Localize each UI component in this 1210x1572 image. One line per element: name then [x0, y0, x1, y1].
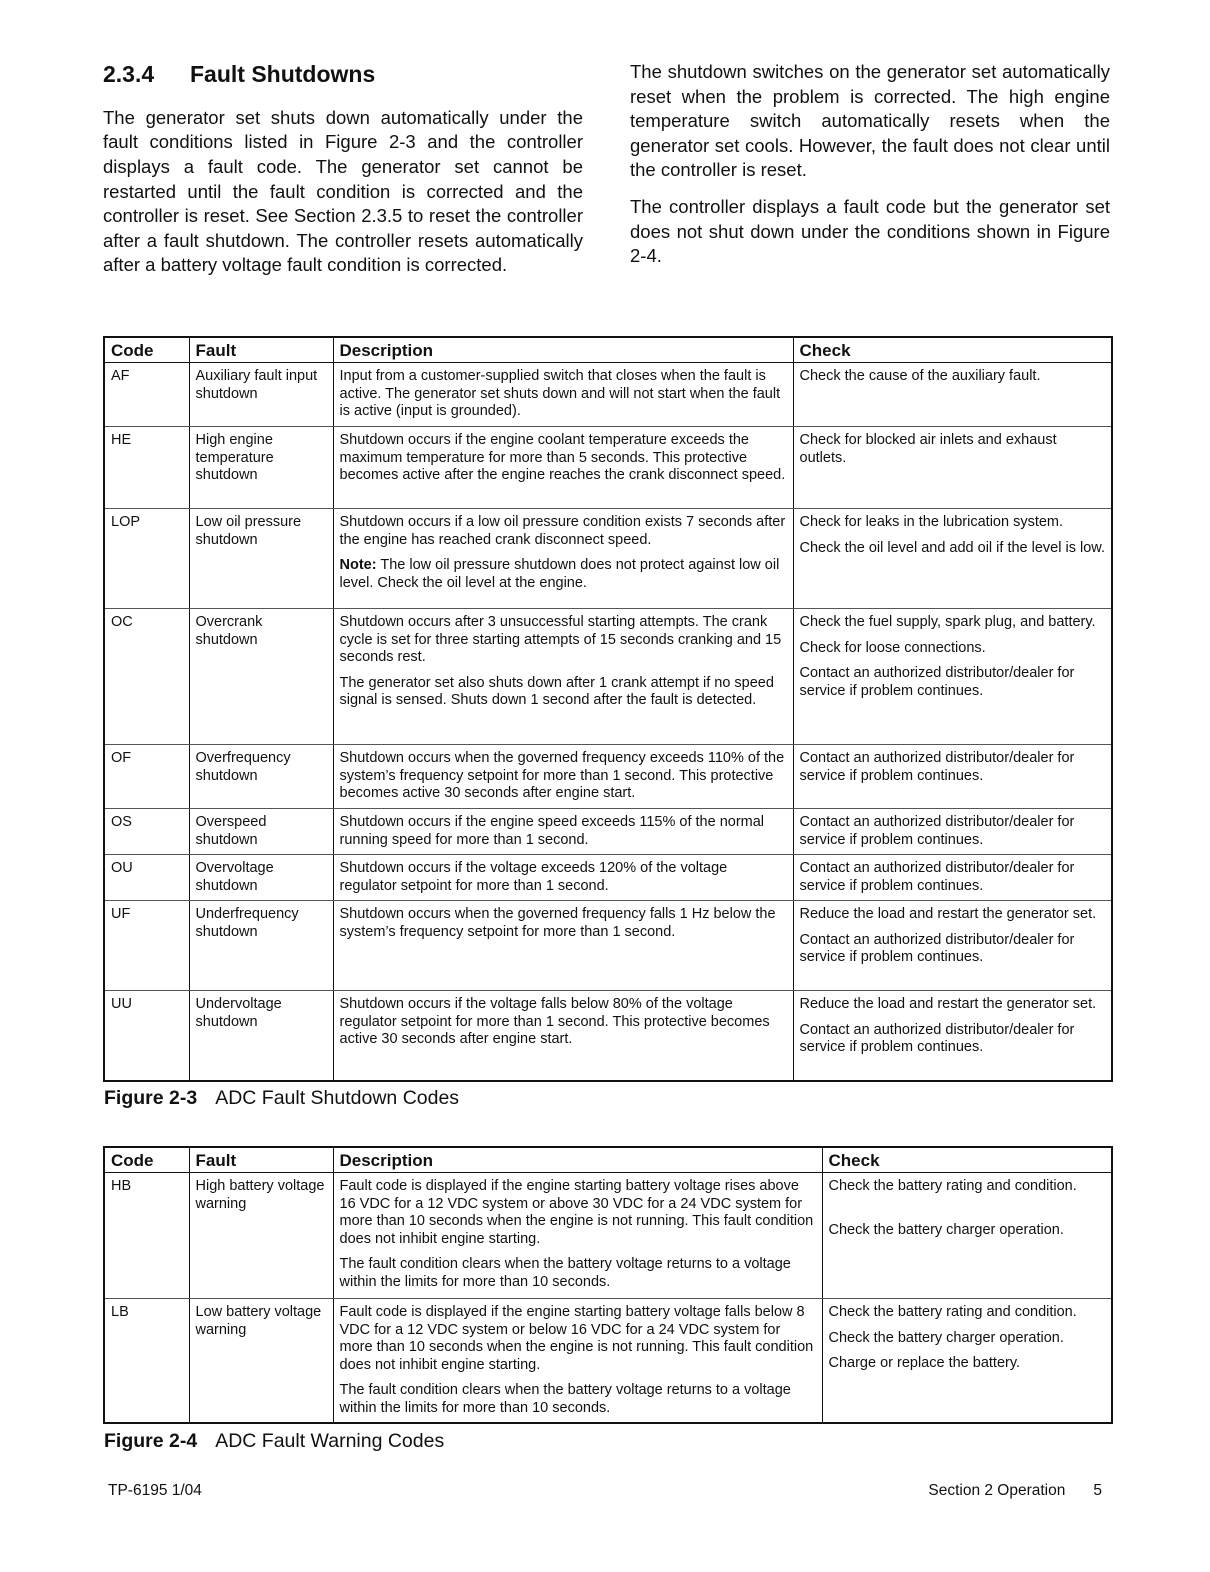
code-cell: UF — [104, 901, 189, 991]
description-cell — [333, 855, 793, 901]
check-text: Check for blocked air inlets and exhaust outlets. — [799, 432, 1057, 466]
table-header-row — [104, 337, 1112, 363]
fault-cell: Low battery voltage warning — [189, 1299, 333, 1423]
table-row — [104, 745, 1112, 809]
table-row — [104, 609, 1112, 745]
description-cell — [333, 509, 793, 609]
header-description: Description — [333, 1147, 822, 1173]
intro-right-column — [630, 60, 1110, 269]
figure-title: ADC Fault Warning Codes — [215, 1430, 445, 1452]
description-text: Shutdown occurs when the governed frequency falls 1 Hz below the system’s frequency setpoint for more than 1 second. — [339, 906, 776, 940]
fault-warning-table — [103, 1146, 1113, 1424]
check-text: Check the cause of the auxiliary fault. — [799, 368, 1041, 384]
description-text: Input from a customer-supplied switch that closes when the fault is active. The generator set shuts down and will not start when the fault is active (input is grounded). — [339, 368, 781, 420]
check-text: Contact an authorized distributor/dealer for service if problem continues. — [799, 665, 1075, 699]
description-text: Shutdown occurs if the engine coolant temperature exceeds the maximum temperature for more than 5 seconds. This protective becomes active after the engine reaches the crank disconnect speed. — [339, 432, 786, 484]
fault-cell: High engine temperature shutdown — [189, 427, 333, 509]
description-text: The generator set also shuts down after 1 crank attempt if no speed signal is sensed. Shuts down 1 second after the fault is detected. — [339, 674, 774, 709]
note-label: Note: — [339, 557, 377, 574]
check-text: Contact an authorized distributor/dealer for service if problem continues. — [799, 931, 1075, 966]
table-row — [104, 855, 1112, 901]
table-row — [104, 1173, 1112, 1299]
code-cell: OS — [104, 809, 189, 855]
check-cell — [793, 901, 1112, 991]
check-text: Reduce the load and restart the generator set. — [799, 906, 1097, 922]
table-row — [104, 363, 1112, 427]
header-fault: Fault — [189, 1147, 333, 1173]
code-cell: LB — [104, 1299, 189, 1423]
check-text: Check for loose connections. — [799, 639, 986, 656]
header-check: Check — [822, 1147, 1112, 1173]
description-cell — [333, 1299, 822, 1423]
check-text: Check the battery rating and condition. — [828, 1304, 1077, 1320]
figure-caption — [104, 1430, 444, 1453]
section-heading — [103, 60, 583, 90]
check-cell — [793, 855, 1112, 901]
check-cell — [793, 609, 1112, 745]
code-cell: AF — [104, 363, 189, 427]
page-number: 5 — [1093, 1482, 1102, 1499]
note-paragraph — [340, 557, 787, 592]
description-text: Shutdown occurs if the engine speed exceeds 115% of the normal running speed for more than 1 second. — [339, 814, 765, 848]
figure-label: Figure 2-3 — [104, 1087, 198, 1109]
fault-shutdown-table — [103, 336, 1113, 1082]
code-cell: HB — [104, 1173, 189, 1299]
description-text: Shutdown occurs if a low oil pressure condition exists 7 seconds after the engine has reached crank disconnect speed. — [339, 514, 786, 548]
check-cell — [793, 745, 1112, 809]
code-cell: OU — [104, 855, 189, 901]
check-text: Check the battery rating and condition. — [828, 1178, 1077, 1194]
check-cell — [793, 427, 1112, 509]
footer-section: Section 2 Operation — [928, 1482, 1066, 1499]
code-cell: LOP — [104, 509, 189, 609]
description-cell — [333, 809, 793, 855]
check-text: Contact an authorized distributor/dealer for service if problem continues. — [799, 750, 1075, 784]
header-description: Description — [333, 337, 793, 363]
check-text: Contact an authorized distributor/dealer for service if problem continues. — [799, 814, 1075, 848]
footer-doc-id: TP-6195 1/04 — [108, 1482, 202, 1499]
description-cell — [333, 427, 793, 509]
check-text: Check the oil level and add oil if the level is low. — [799, 539, 1105, 556]
check-text: Reduce the load and restart the generator set. — [799, 996, 1097, 1012]
note-text: The low oil pressure shutdown does not protect against low oil level. Check the oil level at the engine. — [339, 557, 780, 591]
footer-right — [928, 1482, 1102, 1500]
fault-cell: Overfrequency shutdown — [189, 745, 333, 809]
fault-cell: Underfrequency shutdown — [189, 901, 333, 991]
table-row — [104, 427, 1112, 509]
intro-section — [103, 60, 1110, 322]
check-text: Check the battery charger operation. — [828, 1329, 1064, 1346]
check-cell — [793, 509, 1112, 609]
fault-cell: Undervoltage shutdown — [189, 991, 333, 1081]
check-text: Charge or replace the battery. — [828, 1355, 1021, 1372]
header-code: Code — [104, 1147, 189, 1173]
check-cell — [793, 809, 1112, 855]
table-header-row — [104, 1147, 1112, 1173]
description-text: The fault condition clears when the battery voltage returns to a voltage within the limits for more than 10 seconds. — [339, 1256, 791, 1290]
fault-cell: Overcrank shutdown — [189, 609, 333, 745]
figure-label: Figure 2-4 — [104, 1430, 198, 1452]
check-text: Check for leaks in the lubrication system. — [799, 514, 1064, 530]
intro-paragraph-2: The shutdown switches on the generator set automatically reset when the problem is corrected. The high engine temperature switch automatically resets when the generator set cools. However, the fault does not clear until the controller is reset. — [630, 61, 1110, 181]
description-cell — [333, 609, 793, 745]
table-row — [104, 809, 1112, 855]
header-fault: Fault — [189, 337, 333, 363]
code-cell: OF — [104, 745, 189, 809]
code-cell: UU — [104, 991, 189, 1081]
figure-caption — [104, 1087, 459, 1110]
check-cell — [822, 1299, 1112, 1423]
description-cell — [333, 991, 793, 1081]
code-cell: HE — [104, 427, 189, 509]
description-cell — [333, 1173, 822, 1299]
check-text: Check the fuel supply, spark plug, and battery. — [799, 614, 1096, 630]
check-cell — [793, 363, 1112, 427]
fault-cell: Overvoltage shutdown — [189, 855, 333, 901]
table-row — [104, 991, 1112, 1081]
description-text: Fault code is displayed if the engine starting battery voltage falls below 8 VDC for a 12 VDC system or below 16 VDC for a 24 VDC system for more than 10 seconds when the engine is not running. This fault condition does not inhibit engine starting. — [339, 1304, 814, 1373]
description-text: Shutdown occurs after 3 unsuccessful starting attempts. The crank cycle is set for three starting attempts of 15 seconds cranking and 15 seconds rest. — [339, 614, 782, 666]
fault-cell: Auxiliary fault input shutdown — [189, 363, 333, 427]
table-row — [104, 1299, 1112, 1423]
check-cell — [793, 991, 1112, 1081]
description-text: Shutdown occurs if the voltage exceeds 120% of the voltage regulator setpoint for more than 1 second. — [339, 860, 728, 894]
check-text: Contact an authorized distributor/dealer for service if problem continues. — [799, 1021, 1075, 1056]
description-cell — [333, 745, 793, 809]
table-row — [104, 509, 1112, 609]
intro-left-column — [103, 60, 583, 278]
fault-cell: Overspeed shutdown — [189, 809, 333, 855]
section-title: Fault Shutdowns — [190, 61, 376, 87]
description-text: Fault code is displayed if the engine starting battery voltage rises above 16 VDC for a 12 VDC system or above 30 VDC for a 24 VDC system for more than 10 seconds when the engine is not running. This fault condition does not inhibit engine starting. — [339, 1178, 814, 1247]
header-check: Check — [793, 337, 1112, 363]
description-cell — [333, 363, 793, 427]
header-code: Code — [104, 337, 189, 363]
description-text: The fault condition clears when the battery voltage returns to a voltage within the limits for more than 10 seconds. — [339, 1382, 791, 1416]
fault-cell: High battery voltage warning — [189, 1173, 333, 1299]
description-cell — [333, 901, 793, 991]
figure-title: ADC Fault Shutdown Codes — [215, 1087, 460, 1109]
table-row — [104, 901, 1112, 991]
check-cell — [822, 1173, 1112, 1299]
description-text: Shutdown occurs if the voltage falls below 80% of the voltage regulator setpoint for more than 1 second. This protective becomes active 30 seconds after engine start. — [339, 996, 770, 1048]
check-text: Contact an authorized distributor/dealer for service if problem continues. — [799, 860, 1075, 894]
description-text: Shutdown occurs when the governed frequency exceeds 110% of the system’s frequency setpoint for more than 1 second. This protective becomes active 30 seconds after engine start. — [339, 750, 785, 802]
code-cell: OC — [104, 609, 189, 745]
check-text: Check the battery charger operation. — [828, 1221, 1064, 1238]
section-number: 2.3.4 — [103, 61, 155, 87]
intro-paragraph-1: The generator set shuts down automatically under the fault conditions listed in Figure 2-3 and the controller displays a fault code. The generator set cannot be restarted until the fault condition is corrected and the controller is reset. See Section 2.3.5 to reset the controller after a fault shutdown. The controller resets automatically after a battery voltage fault condition is corrected. — [103, 106, 583, 276]
intro-paragraph-3: The controller displays a fault code but the generator set does not shut down under the conditions shown in Figure 2-4. — [630, 195, 1110, 267]
fault-cell: Low oil pressure shutdown — [189, 509, 333, 609]
